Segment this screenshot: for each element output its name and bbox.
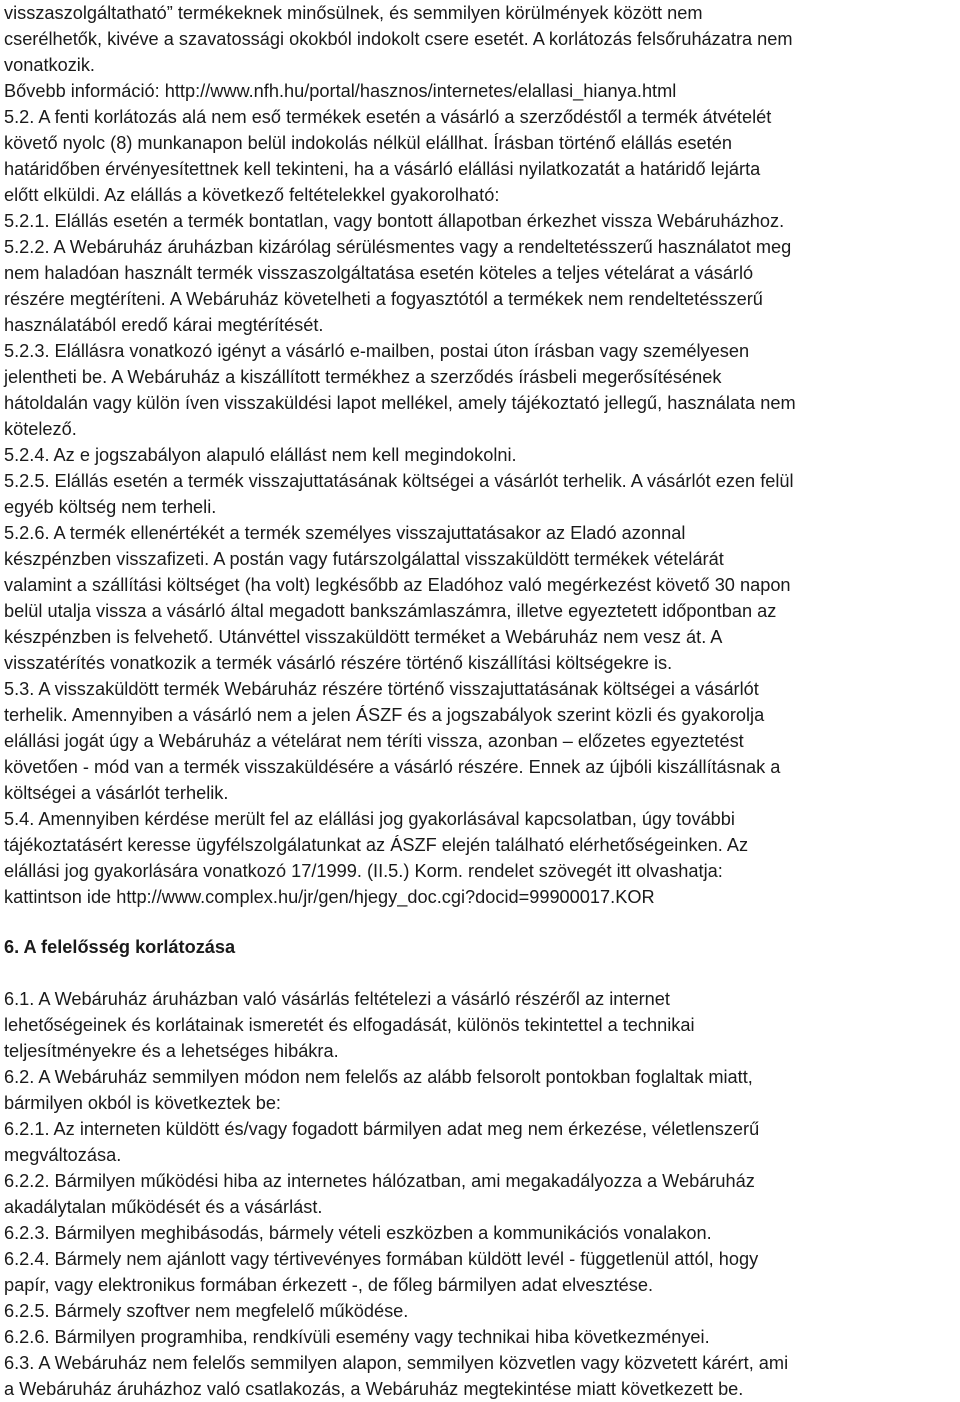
paragraph-line: 6.2.1. Az interneten küldött és/vagy fogadott bármilyen adat meg nem érkezése, véletlenszerű	[4, 1119, 760, 1139]
paragraph-line: vonatkozik.	[4, 55, 95, 75]
paragraph-line: határidőben érvényesítettnek kell tekinteni, ha a vásárló elállási nyilatkozatát a határidő lejárta	[4, 159, 761, 179]
paragraph-line: a Webáruház áruházhoz való csatlakozás, a Webáruház megtekintése miatt következett be.	[4, 1379, 744, 1399]
section-5-continuation	[4, 0, 954, 910]
paragraph-line: egyéb költség nem terheli.	[4, 497, 217, 517]
paragraph-line: 5.2.4. Az e jogszabályon alapuló elállást nem kell megindokolni.	[4, 445, 517, 465]
paragraph-line: belül utalja vissza a vásárló által megadott bankszámlaszámra, illetve egyeztetett időpontban az	[4, 601, 777, 621]
paragraph-line: költségei a vásárlót terhelik.	[4, 783, 229, 803]
paragraph-line: akadálytalan működését és a vásárlást.	[4, 1197, 323, 1217]
paragraph-line: 6.2.6. Bármilyen programhiba, rendkívüli esemény vagy technikai hiba következményei.	[4, 1327, 710, 1347]
paragraph-line: terhelik. Amennyiben a vásárló nem a jelen ÁSZF és a jogszabályok szerint közli és gyakorolja	[4, 705, 765, 725]
paragraph-line: részére megtéríteni. A Webáruház követelheti a fogyasztótól a termékek nem rendeltetésszerű	[4, 289, 763, 309]
paragraph-line: 5.4. Amennyiben kérdése merült fel az elállási jog gyakorlásával kapcsolatban, úgy további	[4, 809, 735, 829]
paragraph-line: nem haladóan használt termék visszaszolgáltatása esetén köteles a teljes vételárat a vásárló	[4, 263, 754, 283]
paragraph-line: készpénzben visszafizeti. A postán vagy futárszolgálattal visszaküldött termékek vételárát	[4, 549, 724, 569]
paragraph-line: 5.2.2. A Webáruház áruházban kizárólag sérülésmentes vagy a rendeltetésszerű használatot meg	[4, 237, 792, 257]
paragraph-line: tájékoztatásért keresse ügyfélszolgálatunkat az ÁSZF elején található elérhetőségeinken. Az	[4, 835, 749, 855]
paragraph-line: használatából eredő kárai megtérítését.	[4, 315, 324, 335]
paragraph-line: 5.2. A fenti korlátozás alá nem eső termékek esetén a vásárló a szerződéstől a termék átvételét	[4, 107, 772, 127]
paragraph-line: követő nyolc (8) munkanapon belül indokolás nélkül elállhat. Írásban történő elállás esetén	[4, 133, 732, 153]
paragraph-line: kötelező.	[4, 419, 77, 439]
paragraph-line: 6.2.3. Bármilyen meghibásodás, bármely vételi eszközben a kommunikációs vonalakon.	[4, 1223, 712, 1243]
paragraph-line: papír, vagy elektronikus formában érkezett -, de főleg bármilyen adat elvesztése.	[4, 1275, 654, 1295]
paragraph-line: 6.2.2. Bármilyen működési hiba az internetes hálózatban, ami megakadályozza a Webáruház	[4, 1171, 755, 1191]
paragraph-line: előtt elküldi. Az elállás a következő feltételekkel gyakorolható:	[4, 185, 500, 205]
paragraph-line: jelentheti be. A Webáruház a kiszállított termékhez a szerződés írásbeli megerősítésének	[4, 367, 722, 387]
paragraph-line: elállási jog gyakorlására vonatkozó 17/1999. (II.5.) Korm. rendelet szövegét itt olvashatja:	[4, 861, 723, 881]
paragraph-line: 5.3. A visszaküldött termék Webáruház részére történő visszajuttatásának költségei a vásárlót	[4, 679, 759, 699]
section-6-body	[4, 986, 954, 1402]
paragraph-line: visszaszolgáltatható” termékeknek minősülnek, és semmilyen körülmények között nem	[4, 3, 703, 23]
paragraph-line: 6.2. A Webáruház semmilyen módon nem felelős az alább felsorolt pontokban foglaltak miatt,	[4, 1067, 753, 1087]
paragraph-line: követően - mód van a termék visszaküldésére a vásárló részére. Ennek az újbóli kiszállításnak a	[4, 757, 781, 777]
paragraph-line: cserélhetők, kivéve a szavatossági okokból indokolt csere esetét. A korlátozás felsőruházatra nem	[4, 29, 793, 49]
paragraph-line: visszatérítés vonatkozik a termék vásárló részére történő kiszállítási költségekre is.	[4, 653, 673, 673]
paragraph-line: kattintson ide http://www.complex.hu/jr/gen/hjegy_doc.cgi?docid=99900017.KOR	[4, 887, 655, 907]
paragraph-line: 5.2.5. Elállás esetén a termék visszajuttatásának költségei a vásárlót terhelik. A vásárlót ezen felül	[4, 471, 794, 491]
paragraph-line: teljesítményekre és a lehetséges hibákra.	[4, 1041, 339, 1061]
paragraph-line: 6.2.4. Bármely nem ajánlott vagy tértivevényes formában küldött levél - függetlenül attól, hogy	[4, 1249, 759, 1269]
paragraph-line: bármilyen okból is következtek be:	[4, 1093, 281, 1113]
paragraph-line: elállási jogát úgy a Webáruház a vételárat nem téríti vissza, azonban – előzetes egyeztetést	[4, 731, 744, 751]
paragraph-line: 6.2.5. Bármely szoftver nem megfelelő működése.	[4, 1301, 409, 1321]
paragraph-line: 6.3. A Webáruház nem felelős semmilyen alapon, semmilyen közvetlen vagy közvetett kárért, ami	[4, 1353, 789, 1373]
paragraph-line: készpénzben is felvehető. Utánvéttel visszaküldött terméket a Webáruház nem vesz át. A	[4, 627, 723, 647]
paragraph-line: 5.2.1. Elállás esetén a termék bontatlan, vagy bontott állapotban érkezhet vissza Webáruházhoz.	[4, 211, 785, 231]
paragraph-line: hátoldalán vagy külön íven visszaküldési lapot mellékel, amely tájékoztató jellegű, használata nem	[4, 393, 796, 413]
paragraph-line: 6.1. A Webáruház áruházban való vásárlás feltételezi a vásárló részéről az internet	[4, 989, 670, 1009]
paragraph-line: valamint a szállítási költséget (ha volt) legkésőbb az Eladóhoz való megérkezést követő 30 napon	[4, 575, 791, 595]
paragraph-line: 5.2.6. A termék ellenértékét a termék személyes visszajuttatásakor az Eladó azonnal	[4, 523, 686, 543]
paragraph-line: 5.2.3. Elállásra vonatkozó igényt a vásárló e-mailben, postai úton írásban vagy személyesen	[4, 341, 750, 361]
paragraph-line: lehetőségeinek és korlátainak ismeretét és elfogadását, különös tekintettel a technikai	[4, 1015, 695, 1035]
paragraph-line: megváltozása.	[4, 1145, 122, 1165]
paragraph-line: Bővebb információ: http://www.nfh.hu/portal/hasznos/internetes/elallasi_hianya.html	[4, 81, 677, 101]
section-heading: 6. A felelősség korlátozása	[4, 937, 236, 957]
